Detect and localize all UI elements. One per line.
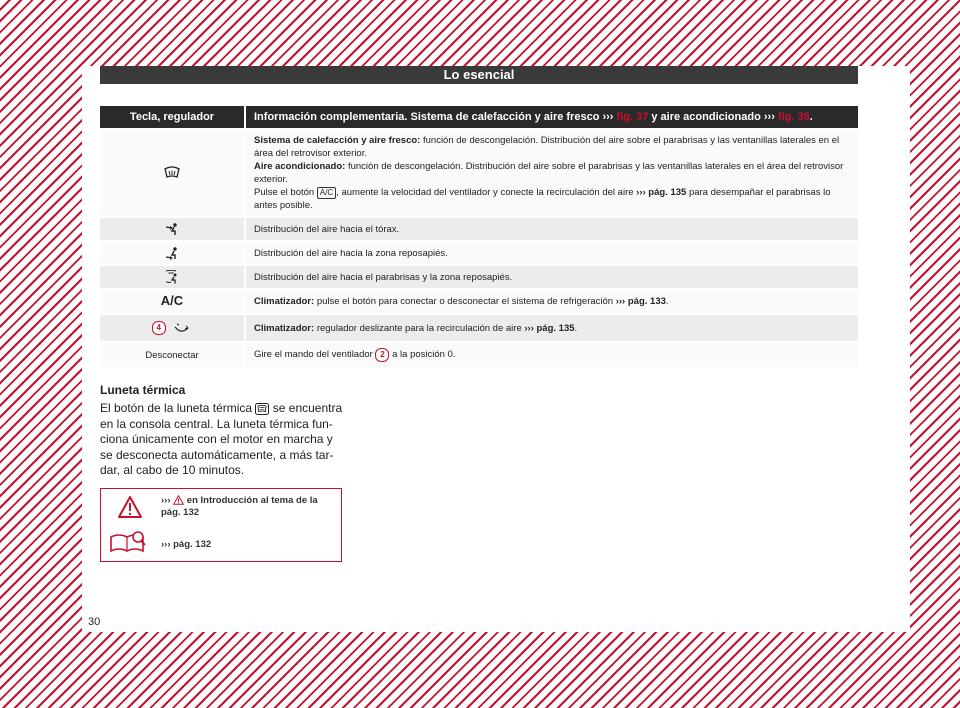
info-cell (246, 343, 858, 367)
info-cell: Distribución del aire hacia la zona reposapiés. (246, 242, 858, 264)
note-warning (161, 495, 331, 519)
table-row (100, 290, 858, 313)
callout-number-4: 4 (152, 321, 166, 335)
note-manual-link[interactable]: ››› pág. 132 (161, 539, 212, 550)
info-cell (246, 290, 858, 313)
recirculation-text: regulador deslizante para la recirculación de aire (314, 322, 525, 334)
ac-text: función de descongelación. Distribución del aire sobre el parabrisas y las ventanillas laterales en el área del retrovisor exterior. (254, 161, 844, 185)
paragraph-text: se encuentra en la consola central. La luneta térmica fun-ciona únicamente con el motor en marcha y se desconecta automáticamente, a más tar-dar, al cabo de 10 minutos. (100, 401, 343, 478)
header-info (246, 106, 858, 128)
manual-book-icon (109, 529, 147, 555)
callout-number-2: 2 (375, 348, 389, 362)
table-row (100, 130, 858, 216)
fig37-link[interactable]: fig. 37 (613, 111, 649, 123)
rear-window-heater-icon (255, 403, 269, 415)
info-cell (246, 315, 858, 341)
paragraph-text: El botón de la luneta térmica (100, 401, 256, 415)
instruction-text: , aumente la velocidad del ventilador y conecte la recirculación del aire (336, 187, 637, 198)
section-paragraph (100, 401, 344, 479)
ac-label: Aire acondicionado: (254, 161, 346, 172)
instruction-text: Pulse el botón (254, 187, 317, 198)
header-arrow: ››› (763, 111, 775, 123)
header-mid-text: y aire acondicionado (648, 111, 764, 123)
page-number: 30 (88, 616, 101, 628)
defrost-windshield-icon (164, 166, 180, 180)
airflow-windshield-feet-icon (164, 270, 180, 284)
airflow-chest-icon (164, 222, 180, 236)
sentence-end: . (665, 296, 669, 307)
sentence-end: . (574, 322, 578, 334)
page-ref-link[interactable]: ››› pág. 133 (615, 296, 666, 307)
table-row (100, 218, 858, 240)
climatizador-label: Climatizador: (254, 296, 315, 307)
key-cell: Desconectar (100, 343, 246, 367)
header-arrow: ››› (602, 111, 614, 123)
note-arrow: ››› (161, 495, 171, 506)
reference-box (100, 488, 342, 562)
note-warning-link[interactable]: en Introducción al tema de la pág. 132 (161, 495, 318, 518)
off-text: Gire el mando del ventilador (254, 349, 376, 360)
table-row (100, 242, 858, 264)
recirculation-icon (174, 321, 192, 333)
header-end: . (809, 111, 813, 123)
header-info-text: Información complementaria. Sistema de calefacción y aire fresco (254, 111, 603, 123)
page-title: Lo esencial (100, 66, 858, 84)
instruction-text: para desempañar el parabrisas lo antes posible. (254, 187, 831, 211)
table-row (100, 343, 858, 367)
heating-text: función de descongelación. Distribución del aire sobre el parabrisas y las ventanillas laterales en el área del retrovisor exterior. (254, 135, 840, 159)
header-key: Tecla, regulador (100, 106, 246, 128)
heating-label: Sistema de calefacción y aire fresco: (254, 135, 421, 146)
climatizador-label: Climatizador: (254, 322, 315, 334)
ac-symbol: A/C (160, 293, 184, 308)
ac-key-symbol: A/C (317, 187, 336, 199)
key-cell (100, 315, 246, 341)
page-ref-link[interactable]: ››› pág. 135 (636, 187, 687, 198)
info-table (100, 104, 858, 369)
climatizador-text: pulse el botón para conectar o desconectar el sistema de refrigeración (314, 296, 616, 307)
info-cell (246, 130, 858, 216)
table-row (100, 315, 858, 341)
warning-triangle-icon (117, 495, 143, 519)
fig38-link[interactable]: fig. 38 (774, 111, 810, 123)
key-cell (100, 290, 246, 313)
page-ref-link[interactable]: ››› pág. 135 (524, 322, 575, 334)
off-text: a la posición 0. (389, 349, 456, 360)
section-heading: Luneta térmica (100, 383, 186, 397)
key-cell (100, 266, 246, 288)
key-cell (100, 218, 246, 240)
airflow-feet-icon (164, 246, 180, 260)
key-cell (100, 242, 246, 264)
table-row (100, 266, 858, 288)
key-cell (100, 130, 246, 216)
warning-small-icon (173, 495, 184, 505)
info-cell: Distribución del aire hacia el parabrisas y la zona reposapiés. (246, 266, 858, 288)
table-header-row (100, 106, 858, 128)
info-cell: Distribución del aire hacia el tórax. (246, 218, 858, 240)
